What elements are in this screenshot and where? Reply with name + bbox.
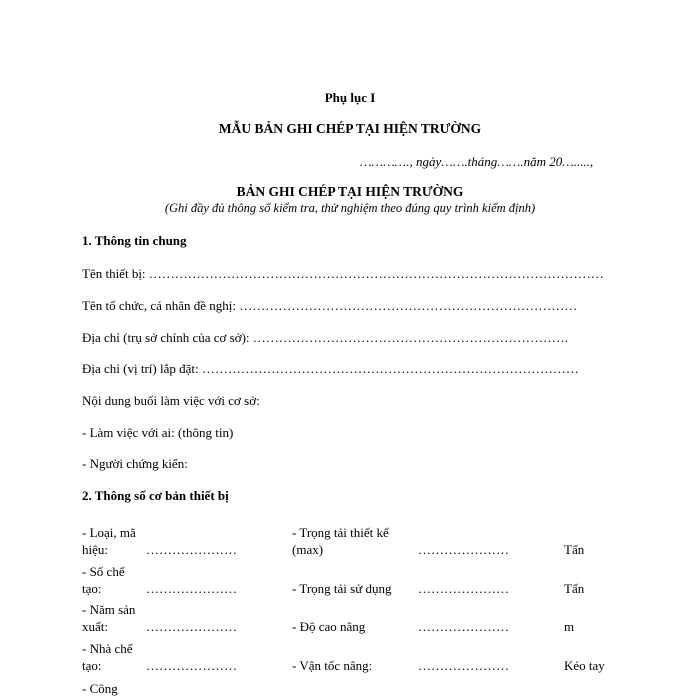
spec-unit: m <box>564 619 575 634</box>
spec-right-label-line2: - Trọng tải sử dụng <box>292 581 392 596</box>
field-equipment-name: Tên thiết bị: …………………………………………………………………………………………… <box>82 266 604 281</box>
spec-left-dots: ………………… <box>146 581 237 596</box>
section-1-heading: 1. Thông tin chung <box>82 233 187 248</box>
form-title: MẪU BẢN GHI CHÉP TẠI HIỆN TRƯỜNG <box>218 121 482 136</box>
spec-left-label-line2: tạo: <box>82 581 102 596</box>
appendix-label: Phụ lục I <box>324 90 376 105</box>
spec-right-label-line1: - Trọng tải thiết kế <box>292 525 389 540</box>
spec-left-dots: ………………… <box>146 619 237 634</box>
field-head-office-address: Địa chỉ (trụ sở chính của cơ sở): ………………………………………………………………. <box>82 330 569 345</box>
spec-left-label-line2: tạo: <box>82 658 102 673</box>
field-work-with: - Làm việc với ai: (thông tin) <box>82 425 234 440</box>
spec-left-label-line2: hiệu: <box>82 542 108 557</box>
spec-left-dots: ………………… <box>146 658 237 673</box>
dateline: …………., ngày…….tháng…….năm 20…....., <box>360 154 594 169</box>
spec-right-dots: ………………… <box>418 619 509 634</box>
spec-left-dots: ………………… <box>146 542 237 557</box>
field-meeting-content: Nội dung buổi làm việc với cơ sở: <box>82 393 260 408</box>
spec-right-label-line2: - Vận tốc nâng: <box>292 658 373 673</box>
spec-left-label-line1: - Năm sản <box>82 602 136 617</box>
spec-right-label-line2: (max) <box>292 542 324 557</box>
record-subtitle: (Ghi đầy đủ thông số kiểm tra, thử nghiệm theo đúng quy trình kiểm định) <box>164 201 536 215</box>
field-installation-address: Địa chỉ (vị trí) lắp đặt: …………………………………………………………………………… <box>82 361 579 376</box>
spec-left-label-line1: - Số chế <box>82 564 125 579</box>
spec-left-label-line1: - Loại, mã <box>82 525 136 540</box>
spec-unit: Tấn <box>564 542 585 557</box>
spec-right-dots: ………………… <box>418 658 509 673</box>
field-witness: - Người chứng kiến: <box>82 456 188 471</box>
spec-left-label-line1: - Nhà chế <box>82 641 133 656</box>
field-organization-name: Tên tổ chức, cá nhân đề nghị: …………………………………………………………………… <box>82 298 578 313</box>
record-title: BẢN GHI CHÉP TẠI HIỆN TRƯỜNG <box>236 184 464 199</box>
spec-unit: Kéo tay <box>564 658 605 673</box>
spec-left-label-line2: xuất: <box>82 619 108 634</box>
section-2-heading: 2. Thông số cơ bản thiết bị <box>82 488 229 503</box>
spec-right-label-line2: - Độ cao nâng <box>292 619 366 634</box>
spec-left-label-line1: - Công <box>82 681 118 696</box>
spec-right-dots: ………………… <box>418 581 509 596</box>
spec-right-dots: ………………… <box>418 542 509 557</box>
spec-unit: Tấn <box>564 581 585 596</box>
